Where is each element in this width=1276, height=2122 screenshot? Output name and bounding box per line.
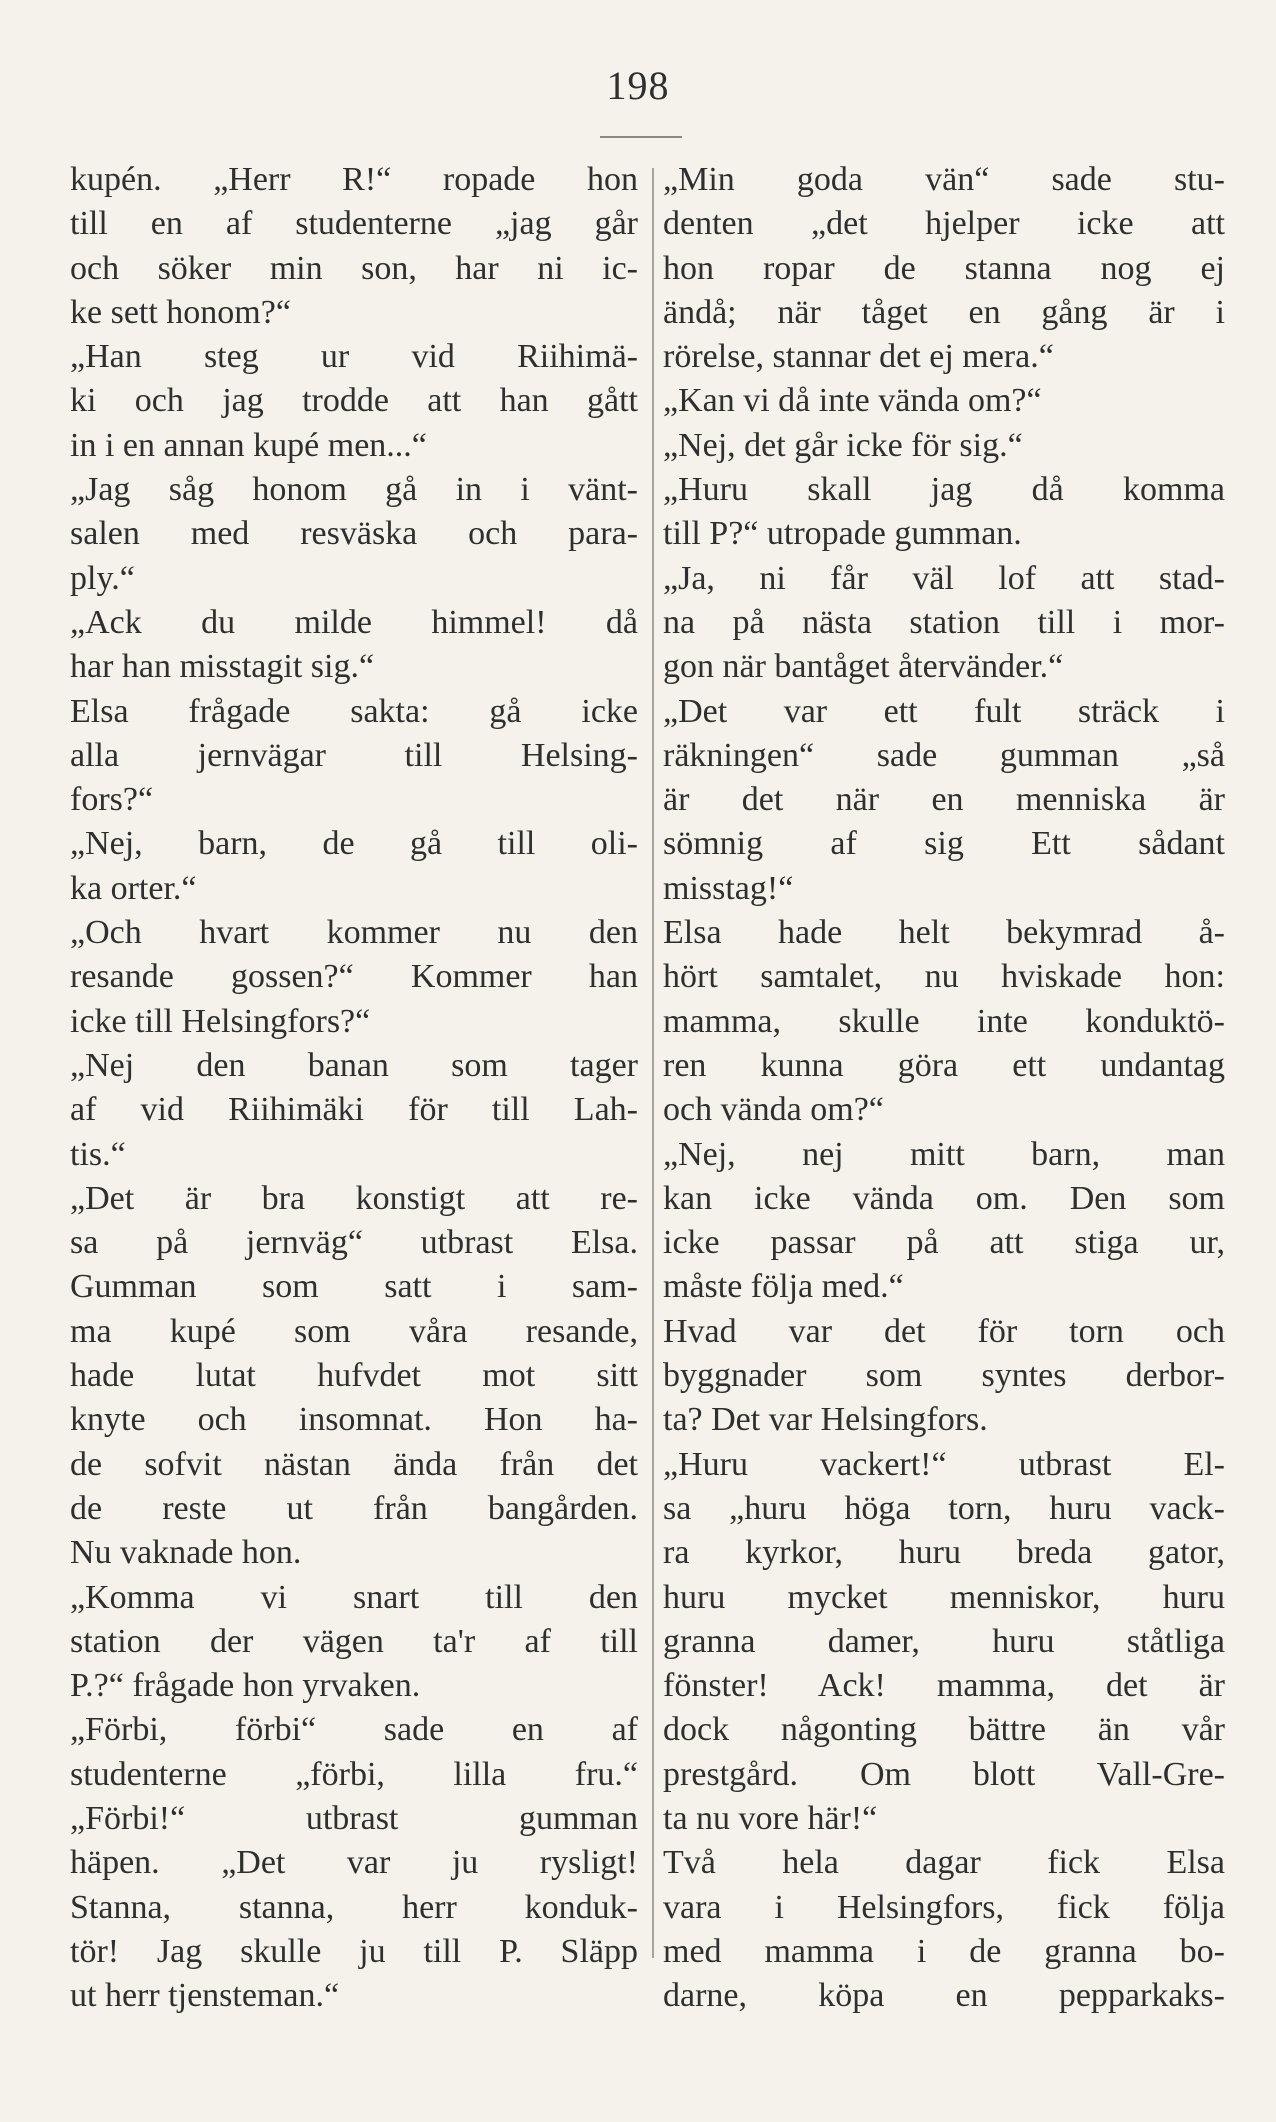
text-line: „Nej den banan som tager — [70, 1046, 638, 1084]
text-line: till P?“ utropade gumman. — [663, 515, 1022, 553]
text-line: med mamma i de granna bo- — [663, 1932, 1225, 1970]
text-line: är det när en menniska är — [663, 781, 1225, 819]
text-line: och vända om?“ — [663, 1091, 884, 1129]
text-line: hon ropar de stanna nog ej — [663, 249, 1225, 287]
text-line: kan icke vända om. Den som — [663, 1179, 1225, 1217]
text-line: Nu vaknade hon. — [70, 1534, 302, 1572]
text-line: „Och hvart kommer nu den — [70, 914, 638, 952]
text-line: hört samtalet, nu hviskade hon: — [663, 958, 1225, 996]
text-line: granna damer, huru ståtliga — [663, 1622, 1225, 1660]
text-line: „Huru skall jag då komma — [663, 471, 1225, 509]
text-line: „Ack du milde himmel! då — [70, 603, 638, 641]
text-line: ta nu vore här!“ — [663, 1799, 878, 1837]
text-line: „Det var ett fult sträck i — [663, 692, 1225, 730]
text-line: na på nästa station till i mor- — [663, 603, 1225, 641]
text-line: sa „huru höga torn, huru vack- — [663, 1489, 1225, 1527]
text-line: resande gossen?“ Kommer han — [70, 958, 638, 996]
text-line: darne, köpa en pepparkaks- — [663, 1977, 1225, 2015]
text-line: hade lutat hufvdet mot sitt — [70, 1357, 638, 1395]
text-line: ke sett honom?“ — [70, 293, 291, 331]
text-line: måste följa med.“ — [663, 1268, 904, 1306]
text-line: räkningen“ sade gumman „så — [663, 736, 1225, 774]
text-line: Elsa frågade sakta: gå icke — [70, 692, 638, 730]
text-line: ply.“ — [70, 559, 135, 597]
text-line: P.?“ frågade hon yrvaken. — [70, 1667, 421, 1705]
text-line: knyte och insomnat. Hon ha- — [70, 1401, 638, 1439]
text-line: misstag!“ — [663, 869, 794, 907]
text-line: „Min goda vän“ sade stu- — [663, 161, 1225, 198]
text-line: ta? Det var Helsingfors. — [663, 1401, 988, 1439]
text-line: ut herr tjensteman.“ — [70, 1977, 340, 2015]
text-line: de sofvit nästan ända från det — [70, 1445, 638, 1483]
text-line: ki och jag trodde att han gått — [70, 382, 638, 420]
text-line: alla jernvägar till Helsing- — [70, 736, 638, 774]
text-line: Två hela dagar fick Elsa — [663, 1844, 1225, 1882]
text-line: in i en annan kupé men...“ — [70, 426, 427, 464]
text-line: byggnader som syntes derbor- — [663, 1357, 1225, 1395]
text-line: „Nej, barn, de gå till oli- — [70, 825, 638, 863]
text-line: mamma, skulle inte konduktö- — [663, 1002, 1225, 1040]
text-line: icke till Helsingfors?“ — [70, 1002, 371, 1040]
text-line: studenterne „förbi, lilla fru.“ — [70, 1755, 638, 1793]
text-line: ändå; när tåget en gång är i — [663, 293, 1225, 331]
text-line: „Kan vi då inte vända om?“ — [663, 382, 1042, 420]
column-divider — [652, 168, 654, 1958]
text-line: station der vägen ta'r af till — [70, 1622, 638, 1660]
text-line: Gumman som satt i sam- — [70, 1268, 638, 1306]
text-line: har han misstagit sig.“ — [70, 648, 375, 686]
text-line: sa på jernväg“ utbrast Elsa. — [70, 1224, 638, 1262]
text-line: „Huru vackert!“ utbrast El- — [663, 1445, 1225, 1483]
text-line: Hvad var det för torn och — [663, 1312, 1225, 1350]
text-line: fönster! Ack! mamma, det är — [663, 1667, 1225, 1705]
text-line: fors?“ — [70, 781, 154, 819]
text-line: Stanna, stanna, herr konduk- — [70, 1888, 638, 1926]
text-line: rörelse, stannar det ej mera.“ — [663, 338, 1054, 376]
text-line: de reste ut från bangården. — [70, 1489, 638, 1527]
text-line: denten „det hjelper icke att — [663, 205, 1225, 243]
text-line: vara i Helsingfors, fick följa — [663, 1888, 1225, 1926]
text-line: och söker min son, har ni ic- — [70, 249, 638, 287]
text-line: „Ja, ni får väl lof att stad- — [663, 559, 1225, 597]
text-line: häpen. „Det var ju rysligt! — [70, 1844, 638, 1882]
text-line: prestgård. Om blott Vall-Gre- — [663, 1755, 1225, 1793]
text-line: ra kyrkor, huru breda gator, — [663, 1534, 1225, 1572]
text-line: „Förbi!“ utbrast gumman — [70, 1799, 638, 1837]
text-line: sömnig af sig Ett sådant — [663, 825, 1225, 863]
text-line: tör! Jag skulle ju till P. Släpp — [70, 1932, 638, 1970]
text-line: „Det är bra konstigt att re- — [70, 1179, 638, 1217]
header-rule — [600, 136, 682, 138]
text-line: huru mycket menniskor, huru — [663, 1578, 1225, 1616]
text-line: till en af studenterne „jag går — [70, 205, 638, 243]
page-number: 198 — [606, 63, 670, 108]
text-line: af vid Riihimäki för till Lah- — [70, 1091, 638, 1129]
left-column — [70, 158, 638, 2018]
text-line: „Han steg ur vid Riihimä- — [70, 338, 638, 376]
right-column — [663, 158, 1225, 2018]
text-line: ren kunna göra ett undantag — [663, 1046, 1225, 1084]
text-line: gon när bantåget återvänder.“ — [663, 648, 1064, 686]
text-line: ma kupé som våra resande, — [70, 1312, 638, 1350]
text-line: „Nej, det går icke för sig.“ — [663, 426, 1023, 464]
text-line: „Förbi, förbi“ sade en af — [70, 1711, 638, 1749]
text-line: kupén. „Herr R!“ ropade hon — [70, 161, 638, 198]
text-line: dock någonting bättre än vår — [663, 1711, 1225, 1749]
text-line: Elsa hade helt bekymrad å- — [663, 914, 1225, 952]
text-line: „Jag såg honom gå in i vänt- — [70, 471, 638, 509]
text-line: tis.“ — [70, 1135, 126, 1173]
text-line: icke passar på att stiga ur, — [663, 1224, 1225, 1262]
text-line: „Nej, nej mitt barn, man — [663, 1135, 1225, 1173]
text-line: salen med resväska och para- — [70, 515, 638, 553]
text-line: ka orter.“ — [70, 869, 197, 907]
text-line: „Komma vi snart till den — [70, 1578, 638, 1616]
